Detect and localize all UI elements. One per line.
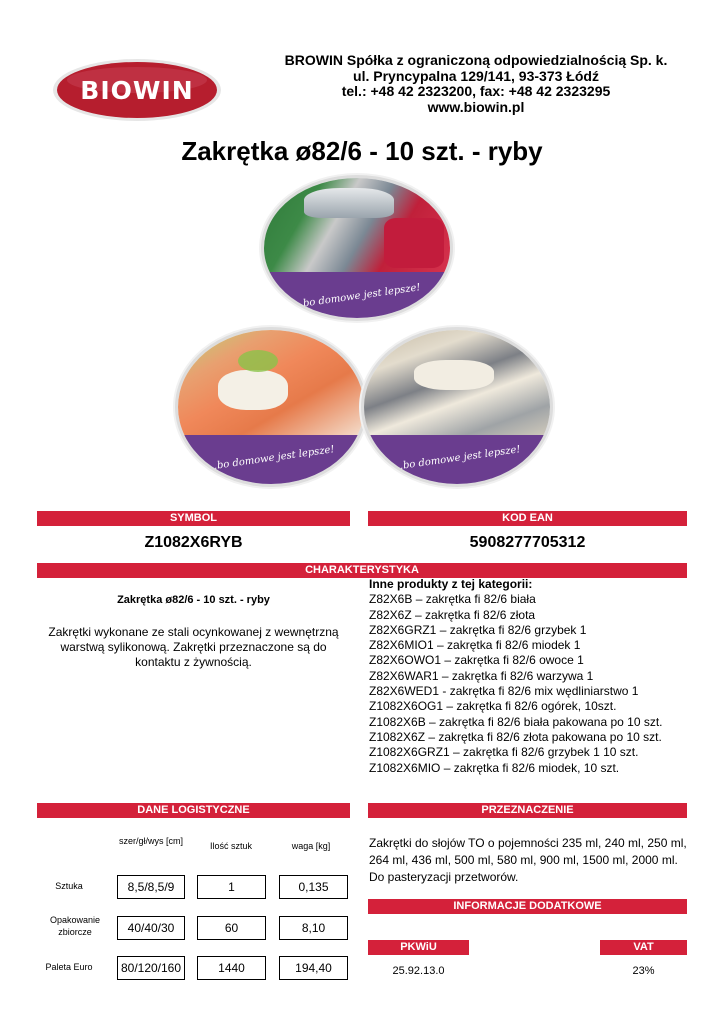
company-phone: tel.: +48 42 2323200, fax: +48 42 2323295: [341, 83, 611, 99]
characteristics-header: CHARAKTERYSTYKA: [37, 563, 687, 578]
ean-value: 5908277705312: [469, 534, 586, 551]
cell-pallet-dims: 80/120/160: [117, 956, 185, 980]
lid-left-slogan: ...bo domowe jest lepsze!: [206, 444, 336, 473]
vat-header: VAT: [600, 940, 687, 955]
product-description: Zakrętki wykonane ze stali ocynkowanej z wewnętrzną warstwą sylikonową. Zakrętki przeznaczone są do kontaktu z żywnością.: [48, 625, 339, 669]
company-info: [256, 53, 696, 115]
list-item: Z82X6B – zakrętka fi 82/6 biała: [369, 592, 536, 607]
row-label-pallet: Paleta Euro: [45, 962, 93, 972]
list-item: Z1082X6B – zakrętka fi 82/6 biała pakowana po 10 szt.: [369, 714, 663, 729]
list-item: Z82X6MIO1 – zakrętka fi 82/6 miodek 1: [369, 638, 581, 653]
cell-bulk-qty: 60: [197, 916, 266, 940]
company-address: ul. Pryncypalna 129/141, 93-373 Łódź: [353, 67, 599, 84]
row-label-unit: Sztuka: [55, 881, 83, 891]
list-item: Z82X6WAR1 – zakrętka fi 82/6 warzywa 1: [369, 668, 594, 683]
cell-unit-qty: 1: [197, 875, 266, 899]
row-label-bulk: Opakowanie zbiorcze: [49, 915, 101, 937]
col-header-qty: Ilość sztuk: [209, 841, 252, 851]
page-title: Zakrętka ø82/6 - 10 szt. - ryby: [181, 136, 543, 166]
cell-pallet-weight: 194,40: [279, 956, 348, 980]
pkwiu-value: 25.92.13.0: [392, 965, 445, 977]
list-item: Z82X6GRZ1 – zakrętka fi 82/6 grzybek 1: [369, 622, 587, 637]
logo-text: BIOWIN: [80, 76, 194, 105]
purpose-text: Zakrętki do słojów TO o pojemności 235 ml, 240 ml, 250 ml, 264 ml, 436 ml, 500 ml, 580 ml, 900 ml, 1500 ml, 2000 ml. Do pasteryzacji przetworów.: [369, 836, 687, 884]
additional-info-header: INFORMACJE DODATKOWE: [368, 899, 687, 914]
lid-top-slogan: ...bo domowe jest lepsze!: [292, 282, 422, 311]
cell-unit-weight: 0,135: [279, 875, 348, 899]
lid-top-image: [264, 178, 450, 318]
cell-unit-dims: 8,5/8,5/9: [117, 875, 185, 899]
company-website[interactable]: www.biowin.pl: [427, 98, 525, 115]
product-name: Zakrętka ø82/6 - 10 szt. - ryby: [117, 594, 270, 606]
list-item: Z1082X6GRZ1 – zakrętka fi 82/6 grzybek 1 10 szt.: [369, 745, 639, 760]
symbol-header: SYMBOL: [37, 511, 350, 526]
symbol-value: Z1082X6RYB: [144, 534, 243, 551]
list-item: Z82X6Z – zakrętka fi 82/6 złota: [369, 607, 536, 622]
lid-right-slogan: ...bo domowe jest lepsze!: [392, 444, 522, 473]
logistics-header: DANE LOGISTYCZNE: [37, 803, 350, 818]
purpose-header: PRZEZNACZENIE: [368, 803, 687, 818]
other-products: [369, 577, 689, 776]
other-products-heading: Inne produkty z tej kategorii:: [369, 577, 533, 591]
list-item: Z1082X6MIO – zakrętka fi 82/6 miodek, 10 szt.: [369, 760, 620, 775]
lid-left-image: [178, 330, 364, 484]
ean-header: KOD EAN: [368, 511, 687, 526]
company-name: BROWIN Spółka z ograniczoną odpowiedzialnością Sp. k.: [284, 52, 668, 68]
list-item: Z1082X6Z – zakrętka fi 82/6 złota pakowana po 10 szt.: [369, 729, 662, 744]
cell-bulk-dims: 40/40/30: [117, 916, 185, 940]
lid-right-image: [364, 330, 550, 484]
list-item: Z82X6OWO1 – zakrętka fi 82/6 owoce 1: [369, 653, 584, 668]
list-item: Z82X6WED1 - zakrętka fi 82/6 mix wędliniarstwo 1: [369, 684, 639, 699]
vat-value: 23%: [632, 965, 655, 977]
col-header-weight: waga [kg]: [291, 841, 331, 851]
cell-pallet-qty: 1440: [197, 956, 266, 980]
col-header-dims: szer/gł/wys [cm]: [118, 836, 183, 846]
logo: [52, 58, 222, 122]
list-item: Z1082X6OG1 – zakrętka fi 82/6 ogórek, 10szt.: [369, 699, 617, 714]
cell-bulk-weight: 8,10: [279, 916, 348, 940]
pkwiu-header: PKWiU: [368, 940, 469, 955]
